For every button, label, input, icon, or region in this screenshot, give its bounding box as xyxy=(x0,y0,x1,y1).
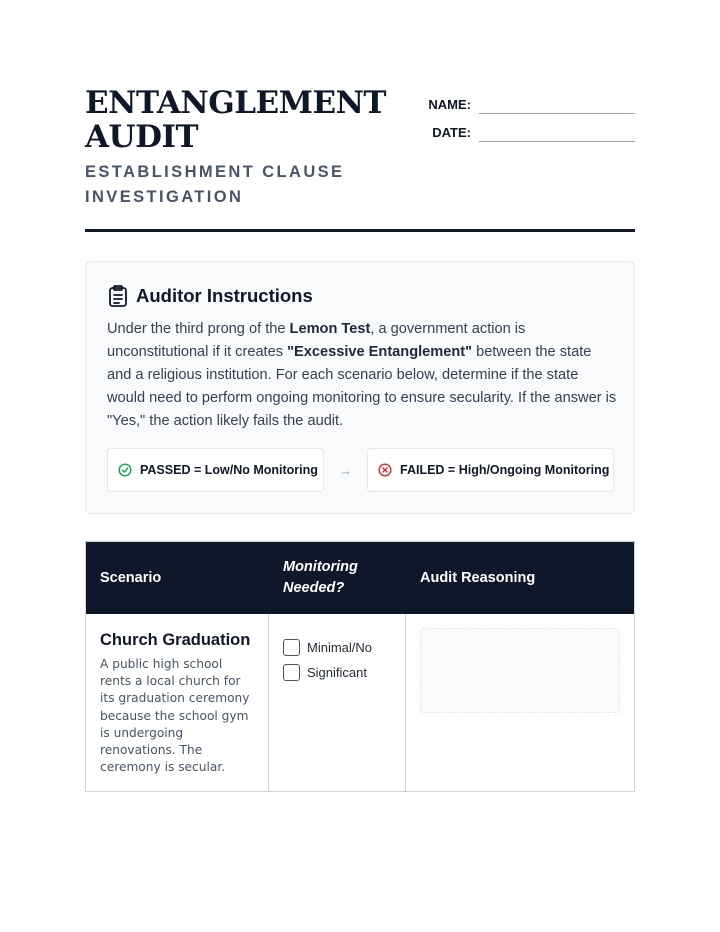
failed-label: FAILED = High/Ongoing Monitoring xyxy=(400,462,610,477)
name-label: NAME: xyxy=(428,97,471,112)
minimal-label: Minimal/No xyxy=(307,640,373,655)
check-circle-icon xyxy=(118,463,132,477)
scenario-cell xyxy=(86,614,269,791)
failed-legend xyxy=(367,448,614,492)
name-field[interactable] xyxy=(479,94,635,114)
page-subtitle: ESTABLISHMENT CLAUSE INVESTIGATION xyxy=(85,163,345,206)
option-significant[interactable] xyxy=(283,660,405,685)
monitoring-cell xyxy=(269,614,406,791)
instructions-title: Auditor Instructions xyxy=(136,285,313,306)
date-label: DATE: xyxy=(432,125,471,140)
minimal-checkbox[interactable] xyxy=(283,639,300,656)
name-row xyxy=(405,86,635,114)
page-header xyxy=(85,86,635,232)
header-divider xyxy=(85,229,635,232)
header-reasoning: Audit Reasoning xyxy=(420,570,536,586)
page-title: ENTANGLEMENT AUDIT xyxy=(85,85,386,155)
date-row xyxy=(405,114,635,142)
significant-checkbox[interactable] xyxy=(283,664,300,681)
scenario-title: Church Graduation xyxy=(100,631,251,649)
scenario-description: A public high school rents a local church for its graduation ceremony because the school gym is undergoing renovations. The ceremony is secular. xyxy=(100,657,250,775)
arrow-right-icon: → xyxy=(339,462,352,478)
significant-label: Significant xyxy=(307,665,367,680)
date-field[interactable] xyxy=(479,122,635,142)
instructions-panel xyxy=(85,261,635,514)
table-row xyxy=(86,614,634,791)
option-minimal[interactable] xyxy=(283,635,405,660)
audit-table xyxy=(85,541,635,792)
header-scenario: Scenario xyxy=(100,570,162,586)
passed-label: PASSED = Low/No Monitoring xyxy=(140,462,318,477)
instructions-text: Under the third prong of the Lemon Test, a government action is unconstitutional if it creates "Excessive Entanglement" between the state and a religious institution. For each scenario below, determine if the state would need to perform ongoing monitoring to ensure secularity. If the answer is "Yes," the action likely fails the audit. xyxy=(107,321,617,429)
header-monitoring: Monitoring Needed? xyxy=(283,559,358,596)
scoring-legend xyxy=(107,448,614,492)
lemon-test-term: Lemon Test xyxy=(289,321,371,337)
table-header xyxy=(86,542,634,614)
student-fields xyxy=(405,86,635,142)
clipboard-icon xyxy=(107,284,129,308)
x-circle-icon xyxy=(378,463,392,477)
instructions-header xyxy=(107,284,313,308)
reasoning-input[interactable] xyxy=(420,628,620,713)
entanglement-term: "Excessive Entanglement" xyxy=(287,344,473,360)
passed-legend xyxy=(107,448,324,492)
reasoning-cell xyxy=(406,614,634,791)
